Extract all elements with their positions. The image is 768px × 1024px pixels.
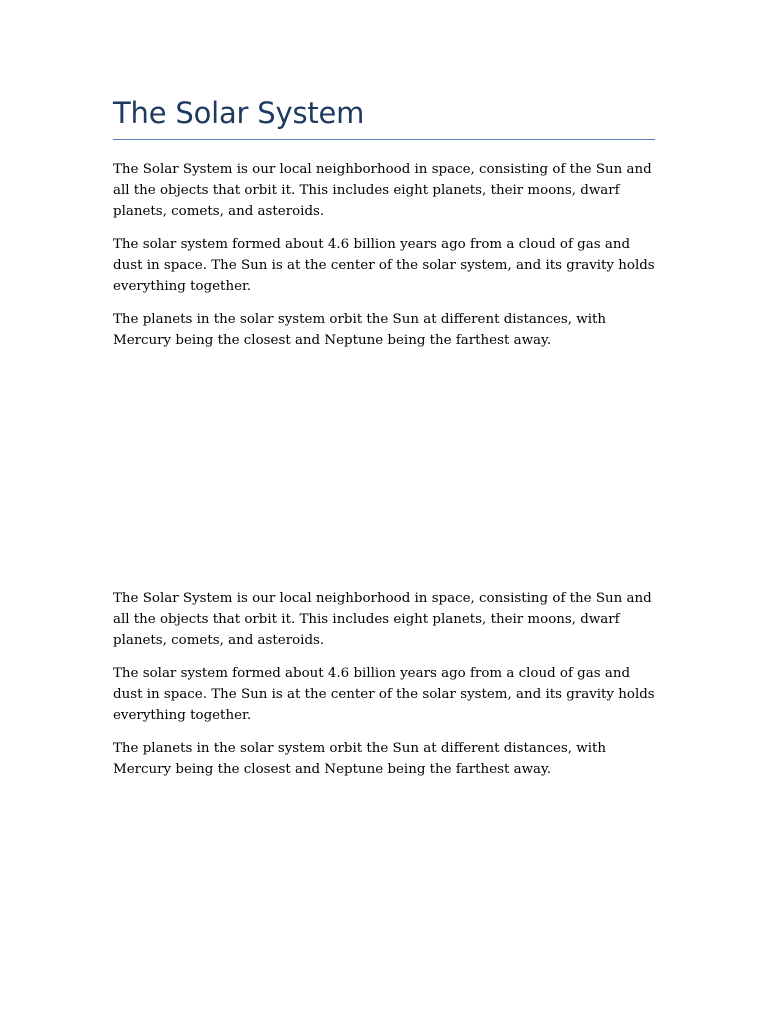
paragraph: The solar system formed about 4.6 billion years ago from a cloud of gas and dust in space. The Sun is at the center of the solar system, and its gravity holds everything together. xyxy=(113,666,655,723)
paragraph: The planets in the solar system orbit the Sun at different distances, with Mercury being the closest and Neptune being the farthest away. xyxy=(113,312,607,348)
paragraph: The Solar System is our local neighborhood in space, consisting of the Sun and all the objects that orbit it. This includes eight planets, their moons, dwarf planets, comets, and asteroids. xyxy=(113,162,652,219)
text-section-2 xyxy=(113,588,658,792)
title-underline xyxy=(113,139,655,140)
paragraph: The planets in the solar system orbit the Sun at different distances, with Mercury being the closest and Neptune being the farthest away. xyxy=(113,741,607,777)
paragraph: The Solar System is our local neighborhood in space, consisting of the Sun and all the objects that orbit it. This includes eight planets, their moons, dwarf planets, comets, and asteroids. xyxy=(113,591,652,648)
text-section-1 xyxy=(113,159,658,363)
document-title: The Solar System xyxy=(113,96,365,130)
paragraph: The solar system formed about 4.6 billion years ago from a cloud of gas and dust in space. The Sun is at the center of the solar system, and its gravity holds everything together. xyxy=(113,237,655,294)
